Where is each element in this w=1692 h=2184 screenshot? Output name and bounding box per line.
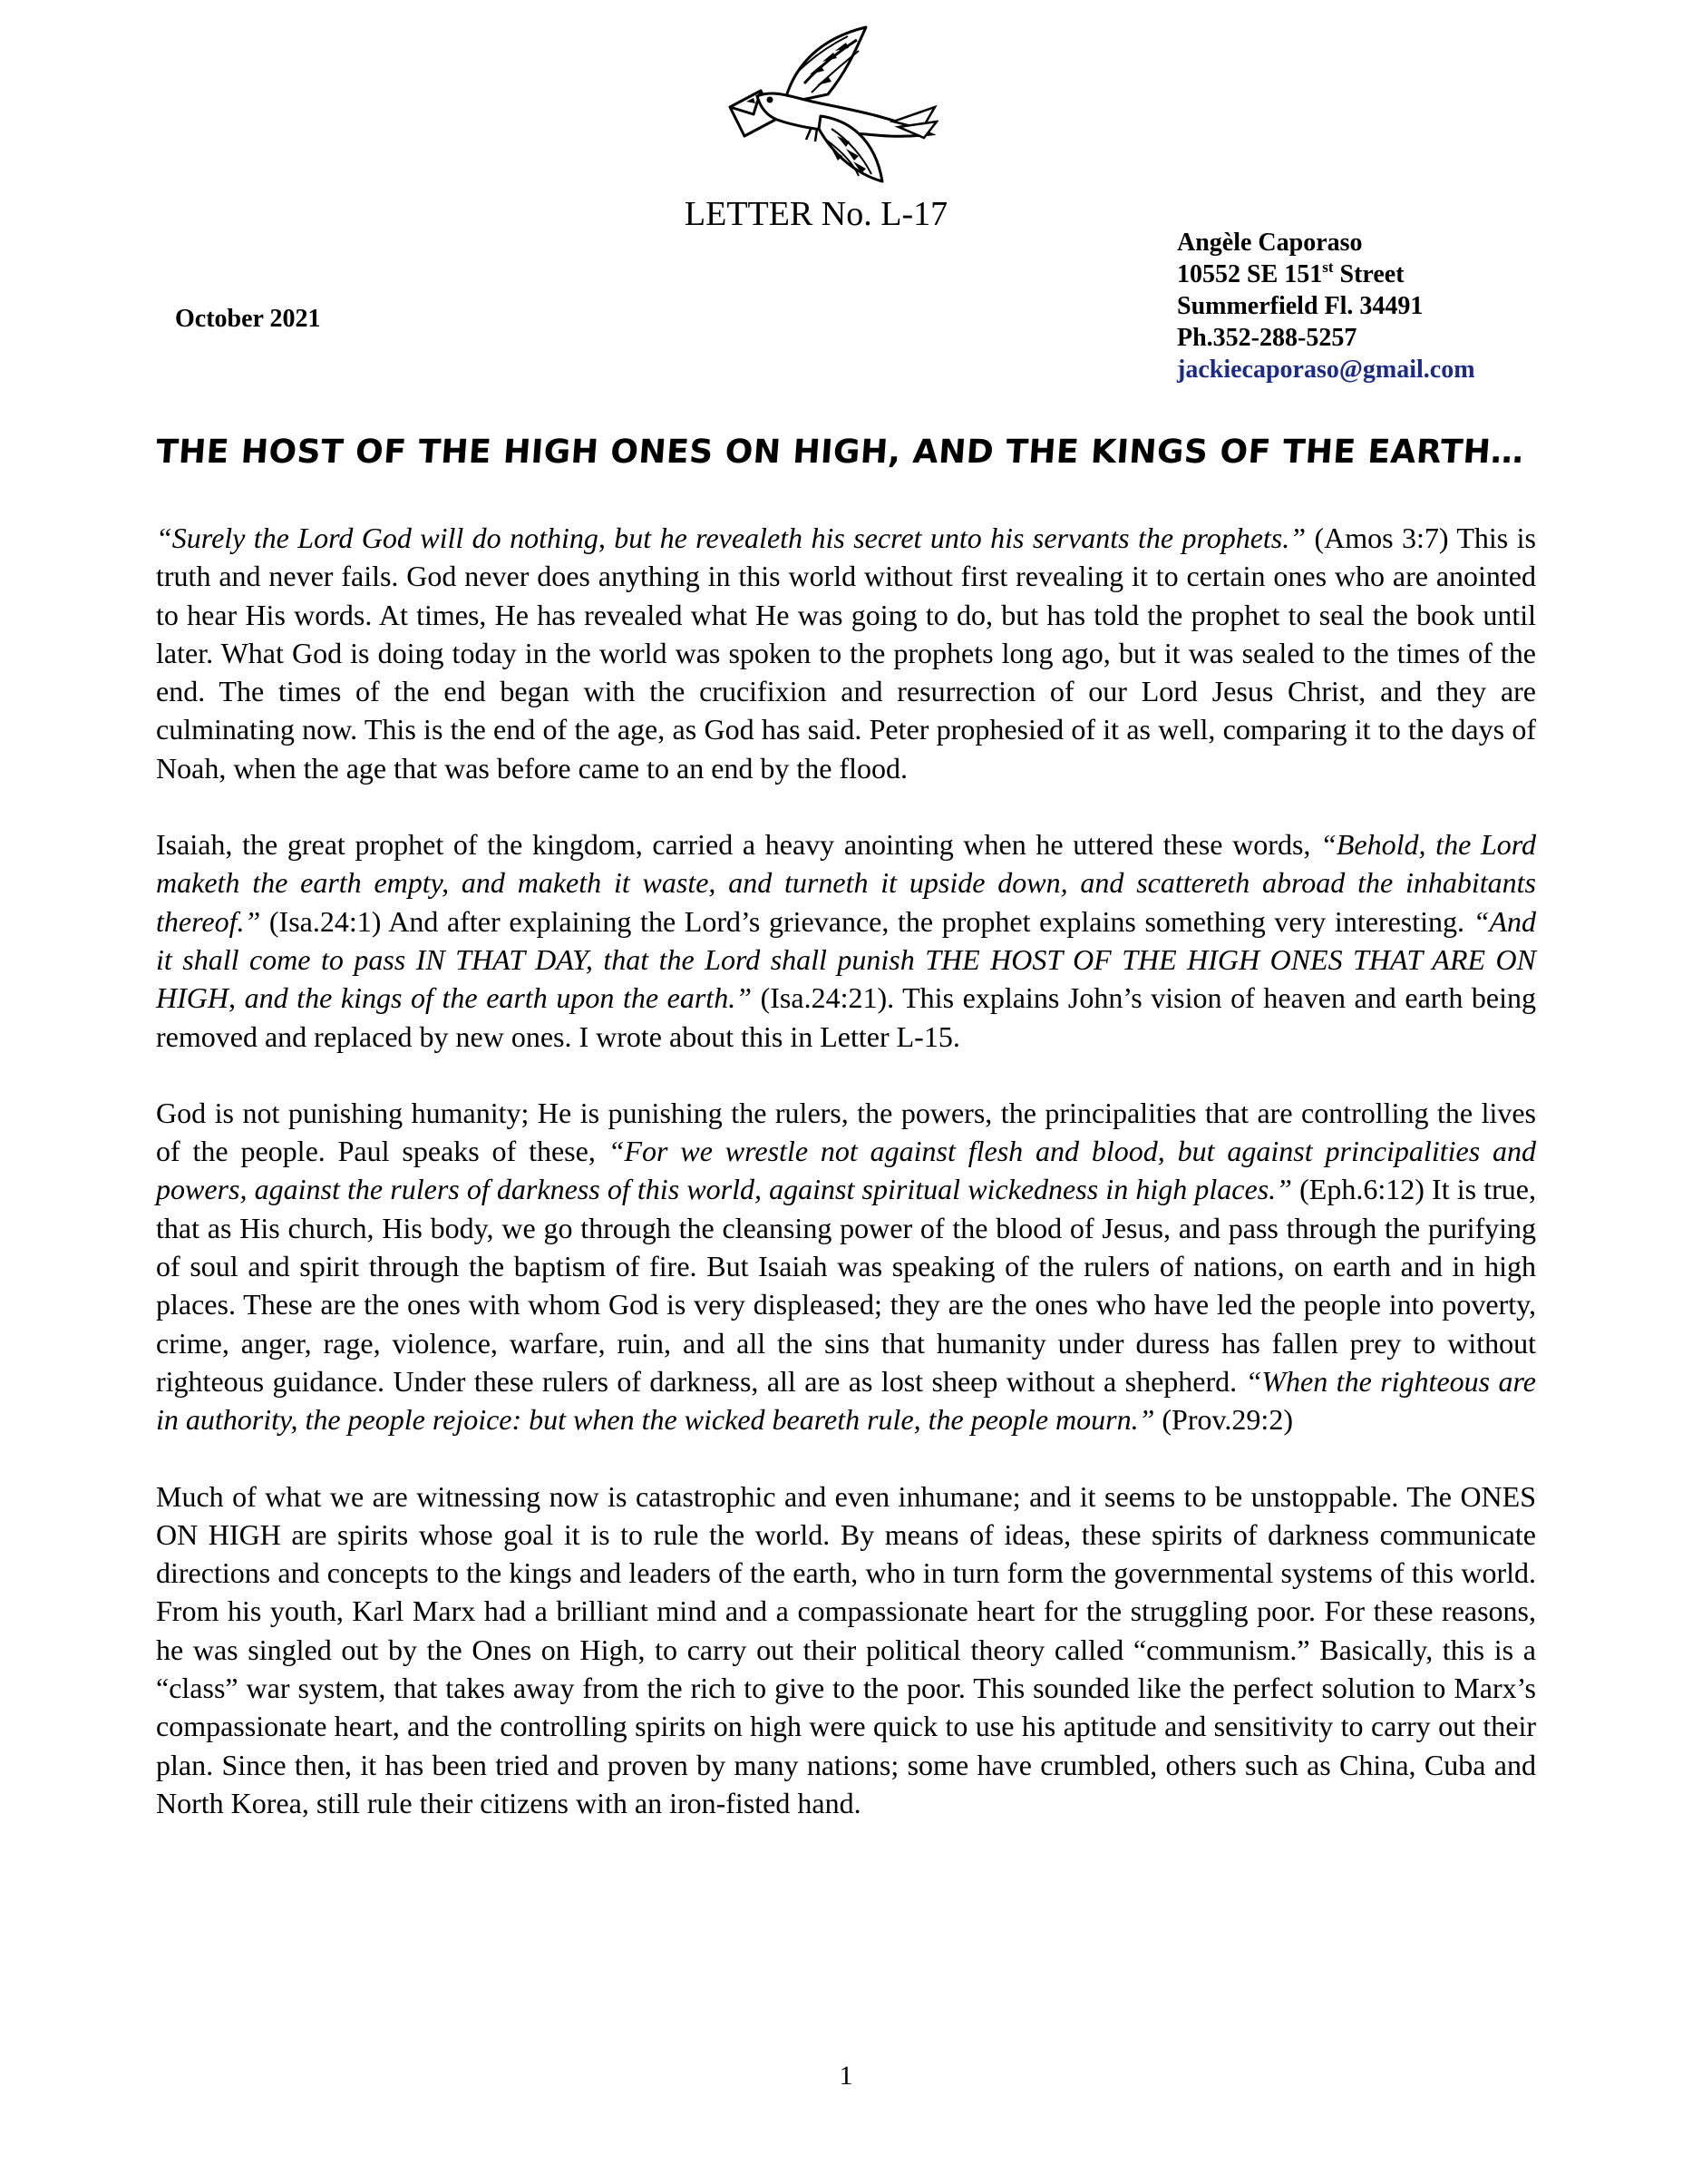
dove-with-letter-icon (721, 20, 938, 192)
paragraph: Much of what we are witnessing now is catastrophic and even inhumane; and it seems to be unstoppable. The ONES ON HIGH are spirits whose goal it is to rule the world. By means of ideas, these spirits of darkness communicate directions and concepts to the kings and leaders of the earth, who in turn form the governmental systems of this world. From his youth, Karl Marx had a brilliant mind and a compassionate heart for the struggling poor. For these reasons, he was singled out by the Ones on High, to carry out their political theory called “communism.” Basically, this is a “class” war system, that takes away from the rich to give to the poor. This sounded like the perfect solution to Marx’s compassionate heart, and the controlling spirits on high were quick to use his aptitude and sensitivity to carry out their plan. Since then, it has been tried and proven by many nations; some have crumbled, others such as China, Cuba and North Korea, still rule their citizens with an iron-fisted hand. (156, 1479, 1536, 1819)
letter-title: THE HOST OF THE HIGH ONES ON HIGH, AND THE KINGS OF THE EARTH… (154, 434, 1526, 471)
letter-date: October 2021 (175, 305, 321, 333)
ordinal-suffix: st (1322, 258, 1334, 276)
letter-number: LETTER No. L-17 (684, 195, 948, 233)
letter-body (156, 519, 1536, 1860)
page-number: 1 (839, 2061, 853, 2091)
paragraph: “Surely the Lord God will do nothing, but he revealeth his secret unto his servants the prophets.” (Amos 3:7) This is truth and never fails. God never does anything in this world without first revealing it to certain ones who are anointed to hear His words. At times, He has revealed what He was going to do, but has told the prophet to seal the book until later. What God is doing today in the world was spoken to the prophets long ago, but it was sealed to the times of the end. The times of the end began with the crucifixion and resurrection of our Lord Jesus Christ, and they are culminating now. This is the end of the age, as God has said. Peter prophesied of it as well, comparing it to the days of Noah, when the age that was before came to an end by the flood. (156, 522, 1537, 785)
sender-street: 10552 SE 151st Street (1177, 258, 1405, 288)
sender-city: Summerfield Fl. 34491 (1177, 292, 1424, 320)
sender-address (1177, 227, 1475, 385)
paragraph: God is not punishing humanity; He is punishing the rulers, the powers, the principalities that are controlling the lives of the people. Paul speaks of these, “For we wrestle not against flesh and blood, but against principalities and powers, against the rulers of darkness of this world, against spiritual wickedness in high places.” (Eph.6:12) It is true, that as His church, His body, we go through the cleansing power of the blood of Jesus, and pass through the purifying of soul and spirit through the baptism of fire. But Isaiah was speaking of the rulers of nations, on earth and in high places. These are the ones with whom God is very displeased; they are the ones who have led the people into poverty, crime, anger, rage, violence, warfare, ruin, and all the sins that humanity under duress has fallen prey to without righteous guidance. Under these rulers of darkness, all are as lost sheep without a shepherd. “When the righteous are in authority, the people rejoice: but when the wicked beareth rule, the people mourn.” (Prov.29:2) (156, 1096, 1537, 1437)
sender-email-link[interactable]: jackiecaporaso@gmail.com (1177, 356, 1475, 384)
sender-name: Angèle Caporaso (1177, 229, 1363, 257)
sender-phone: Ph.352-288-5257 (1177, 324, 1357, 352)
paragraph: Isaiah, the great prophet of the kingdom, carried a heavy anointing when he uttered these words, “Behold, the Lord maketh the earth empty, and maketh it waste, and turneth it upside down, and scattereth abroad the inhabitants thereof.” (Isa.24:1) And after explaining the Lord’s grievance, the prophet explains something very interesting. “And it shall come to pass IN THAT DAY, that the Lord shall punish THE HOST OF THE HIGH ONES THAT ARE ON HIGH, and the kings of the earth upon the earth.” (Isa.24:21). This explains John’s vision of heaven and earth being removed and replaced by new ones. I wrote about this in Letter L-15. (156, 828, 1537, 1053)
